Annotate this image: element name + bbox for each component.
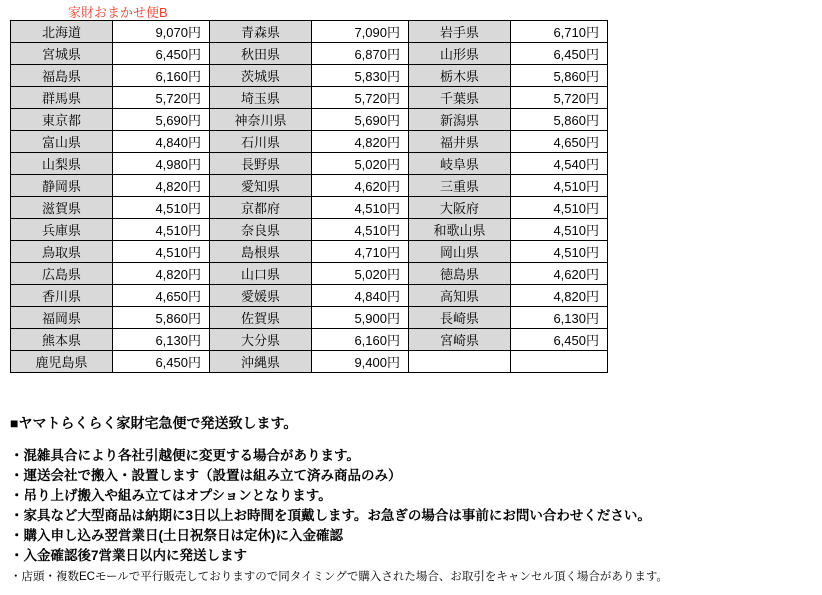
- prefecture-cell: 山形県: [409, 43, 511, 65]
- price-cell: 9,070円: [113, 21, 210, 43]
- prefecture-cell: 長野県: [210, 153, 312, 175]
- price-cell: 4,510円: [511, 219, 608, 241]
- price-cell: 5,900円: [312, 307, 409, 329]
- price-cell: 4,510円: [511, 241, 608, 263]
- empty-cell: [511, 351, 608, 373]
- price-cell: 6,160円: [113, 65, 210, 87]
- prefecture-cell: 徳島県: [409, 263, 511, 285]
- price-cell: 7,090円: [312, 21, 409, 43]
- table-row: [11, 351, 608, 373]
- prefecture-cell: 長崎県: [409, 307, 511, 329]
- note-line: ・運送会社で搬入・設置します（設置は組み立て済み商品のみ）: [10, 468, 402, 483]
- table-row: [11, 153, 608, 175]
- table-row: [11, 285, 608, 307]
- price-cell: 9,400円: [312, 351, 409, 373]
- prefecture-cell: 大阪府: [409, 197, 511, 219]
- notes-section: [10, 413, 810, 586]
- table-row: [11, 241, 608, 263]
- prefecture-cell: 秋田県: [210, 43, 312, 65]
- price-cell: 4,820円: [113, 263, 210, 285]
- table-row: [11, 21, 608, 43]
- prefecture-cell: 岡山県: [409, 241, 511, 263]
- price-cell: 6,450円: [511, 329, 608, 351]
- prefecture-cell: 山梨県: [11, 153, 113, 175]
- prefecture-cell: 福井県: [409, 131, 511, 153]
- price-cell: 4,510円: [312, 197, 409, 219]
- price-cell: 4,620円: [511, 263, 608, 285]
- empty-cell: [409, 351, 511, 373]
- price-cell: 6,450円: [511, 43, 608, 65]
- price-cell: 5,020円: [312, 153, 409, 175]
- prefecture-cell: 和歌山県: [409, 219, 511, 241]
- prefecture-cell: 岐阜県: [409, 153, 511, 175]
- prefecture-cell: 奈良県: [210, 219, 312, 241]
- prefecture-cell: 富山県: [11, 131, 113, 153]
- prefecture-cell: 鳥取県: [11, 241, 113, 263]
- price-cell: 6,710円: [511, 21, 608, 43]
- price-cell: 5,720円: [511, 87, 608, 109]
- price-cell: 5,720円: [312, 87, 409, 109]
- notes-list: [10, 446, 810, 566]
- price-cell: 5,830円: [312, 65, 409, 87]
- price-cell: 4,510円: [312, 219, 409, 241]
- prefecture-cell: 佐賀県: [210, 307, 312, 329]
- prefecture-cell: 島根県: [210, 241, 312, 263]
- note-line: ・混雑具合により各社引越便に変更する場合があります。: [10, 448, 360, 463]
- prefecture-cell: 熊本県: [11, 329, 113, 351]
- prefecture-cell: 宮城県: [11, 43, 113, 65]
- prefecture-cell: 鹿児島県: [11, 351, 113, 373]
- table-row: [11, 175, 608, 197]
- price-cell: 4,510円: [113, 241, 210, 263]
- table-row: [11, 65, 608, 87]
- prefecture-cell: 栃木県: [409, 65, 511, 87]
- price-cell: 5,860円: [511, 109, 608, 131]
- prefecture-cell: 北海道: [11, 21, 113, 43]
- price-cell: 4,510円: [511, 175, 608, 197]
- prefecture-cell: 新潟県: [409, 109, 511, 131]
- note-line: ・購入申し込み翌営業日(土日祝祭日は定休)に入金確認: [10, 528, 343, 543]
- prefecture-cell: 神奈川県: [210, 109, 312, 131]
- price-cell: 4,540円: [511, 153, 608, 175]
- price-cell: 4,650円: [113, 285, 210, 307]
- price-cell: 4,820円: [312, 131, 409, 153]
- price-cell: 4,820円: [113, 175, 210, 197]
- table-row: [11, 131, 608, 153]
- prefecture-cell: 山口県: [210, 263, 312, 285]
- notes-heading: ■ヤマトらくらく家財宅急便で発送致します。: [10, 415, 298, 431]
- table-row: [11, 219, 608, 241]
- prefecture-cell: 滋賀県: [11, 197, 113, 219]
- price-cell: 5,690円: [113, 109, 210, 131]
- note-line: ・家具など大型商品は納期に3日以上お時間を頂戴します。お急ぎの場合は事前にお問い合わせください。: [10, 508, 651, 523]
- prefecture-cell: 沖縄県: [210, 351, 312, 373]
- prefecture-cell: 茨城県: [210, 65, 312, 87]
- prefecture-cell: 大分県: [210, 329, 312, 351]
- prefecture-cell: 高知県: [409, 285, 511, 307]
- price-cell: 5,860円: [511, 65, 608, 87]
- table-row: [11, 263, 608, 285]
- price-cell: 4,650円: [511, 131, 608, 153]
- note-line: ・吊り上げ搬入や組み立てはオプションとなります。: [10, 488, 332, 503]
- prefecture-cell: 岩手県: [409, 21, 511, 43]
- prefecture-cell: 埼玉県: [210, 87, 312, 109]
- price-cell: 5,690円: [312, 109, 409, 131]
- prefecture-cell: 群馬県: [11, 87, 113, 109]
- table-row: [11, 197, 608, 219]
- notes-footnote: ・店頭・複数ECモールで平行販売しておりますので同タイミングで購入された場合、お取引をキャンセル頂く場合があります。: [10, 571, 668, 583]
- prefecture-cell: 愛媛県: [210, 285, 312, 307]
- prefecture-cell: 福岡県: [11, 307, 113, 329]
- prefecture-cell: 三重県: [409, 175, 511, 197]
- price-cell: 4,620円: [312, 175, 409, 197]
- price-cell: 4,820円: [511, 285, 608, 307]
- prefecture-cell: 静岡県: [11, 175, 113, 197]
- prefecture-cell: 東京都: [11, 109, 113, 131]
- prefecture-cell: 京都府: [210, 197, 312, 219]
- price-cell: 5,020円: [312, 263, 409, 285]
- prefecture-cell: 兵庫県: [11, 219, 113, 241]
- prefecture-cell: 千葉県: [409, 87, 511, 109]
- table-row: [11, 109, 608, 131]
- price-cell: 4,840円: [312, 285, 409, 307]
- price-cell: 6,160円: [312, 329, 409, 351]
- prefecture-cell: 福島県: [11, 65, 113, 87]
- table-row: [11, 87, 608, 109]
- price-cell: 6,130円: [511, 307, 608, 329]
- price-cell: 6,130円: [113, 329, 210, 351]
- page-title: 家財おまかせ便B: [68, 5, 168, 20]
- prefecture-cell: 石川県: [210, 131, 312, 153]
- price-cell: 5,720円: [113, 87, 210, 109]
- price-cell: 5,860円: [113, 307, 210, 329]
- price-cell: 6,450円: [113, 351, 210, 373]
- table-row: [11, 329, 608, 351]
- price-cell: 4,510円: [511, 197, 608, 219]
- table-row: [11, 307, 608, 329]
- price-cell: 6,450円: [113, 43, 210, 65]
- prefecture-cell: 香川県: [11, 285, 113, 307]
- price-cell: 6,870円: [312, 43, 409, 65]
- note-line: ・入金確認後7営業日以内に発送します: [10, 548, 248, 563]
- shipping-rate-table: [10, 20, 608, 373]
- prefecture-cell: 青森県: [210, 21, 312, 43]
- table-body: [11, 21, 608, 373]
- prefecture-cell: 愛知県: [210, 175, 312, 197]
- price-cell: 4,840円: [113, 131, 210, 153]
- prefecture-cell: 広島県: [11, 263, 113, 285]
- price-cell: 4,510円: [113, 197, 210, 219]
- prefecture-cell: 宮崎県: [409, 329, 511, 351]
- table-row: [11, 43, 608, 65]
- price-cell: 4,710円: [312, 241, 409, 263]
- price-cell: 4,510円: [113, 219, 210, 241]
- price-cell: 4,980円: [113, 153, 210, 175]
